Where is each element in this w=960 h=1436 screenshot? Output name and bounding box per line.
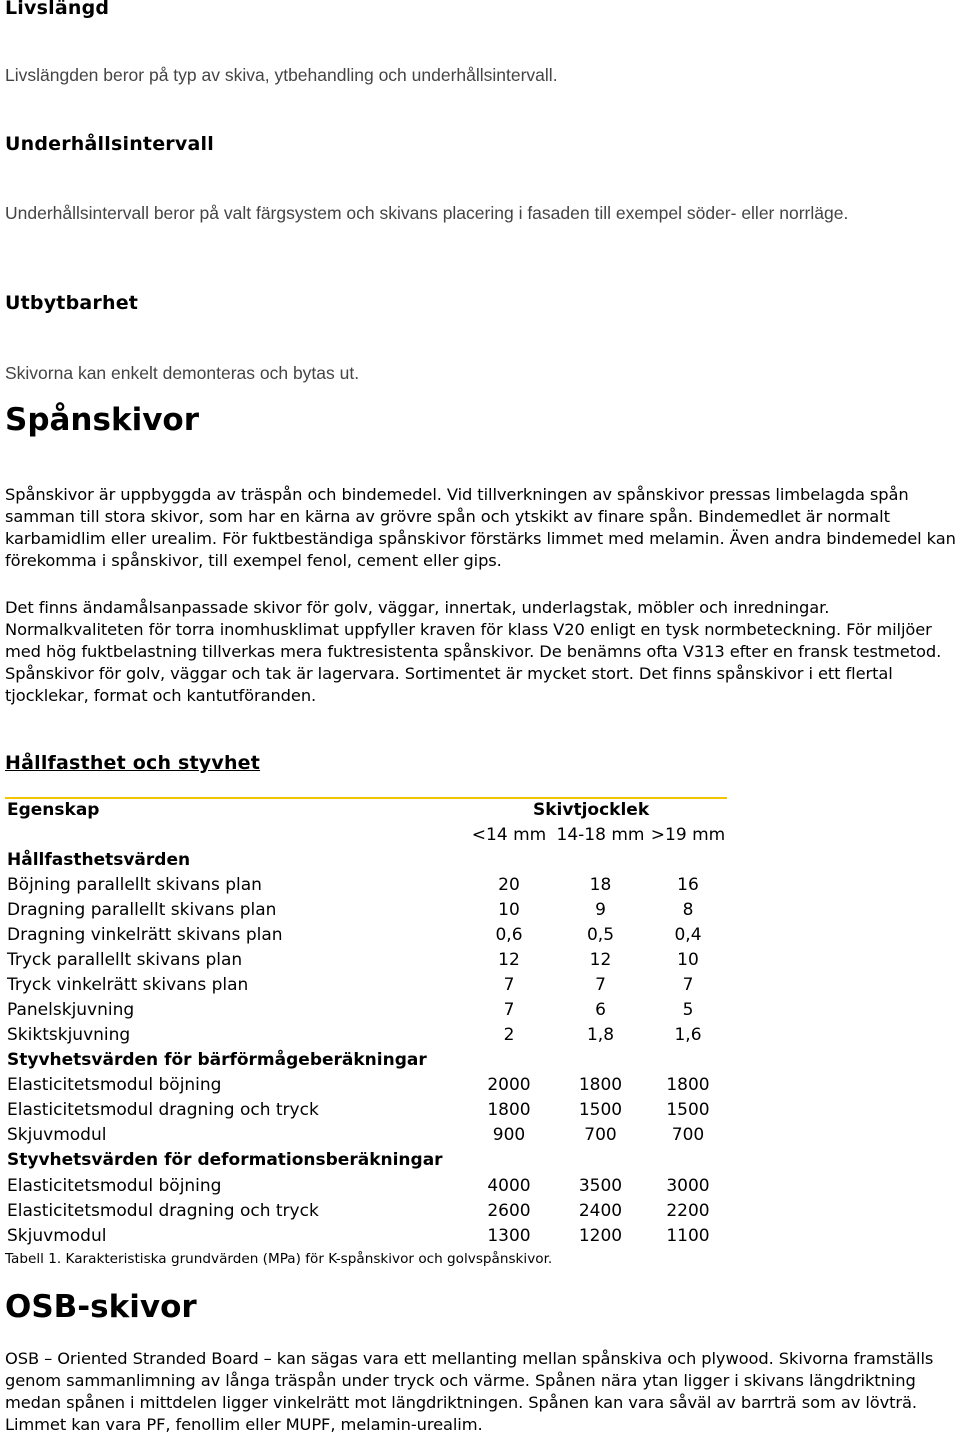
cell-value: 20 (498, 875, 520, 895)
col-header-thickness: Skivtjocklek (533, 800, 650, 820)
title-osb: OSB-skivor (5, 1289, 197, 1325)
cell-value: 900 (492, 1125, 526, 1145)
col-header-property: Egenskap (7, 800, 100, 820)
table-row (5, 1025, 730, 1050)
cell-value: 5 (682, 1000, 694, 1020)
heading-underhallsintervall: Underhållsintervall (5, 133, 214, 155)
cell-value: 2000 (487, 1075, 531, 1095)
cell-value: 16 (677, 875, 699, 895)
row-label: Dragning vinkelrätt skivans plan (7, 925, 283, 945)
cell-value: 12 (498, 950, 520, 970)
text-livslangd: Livslängden beror på typ av skiva, ytbehandling och underhållsintervall. (5, 65, 558, 85)
table-top-rule (5, 797, 727, 799)
section-label: Hållfasthetsvärden (7, 850, 191, 870)
heading-livslangd: Livslängd (5, 0, 110, 19)
table-row (5, 1075, 730, 1100)
cell-value: 1800 (487, 1100, 531, 1120)
cell-value: 3500 (578, 1176, 623, 1196)
paragraph-spanskivor-2: Det finns ändamålsanpassade skivor för golv, väggar, innertak, underlagstak, möbler och inredningar. Normalkvaliteten för torra inomhusklimat uppfyller kraven för klass V20 enligt en tysk normbeteckning. För miljöer med hög fuktbelastning tillverkas mera fuktresistenta spånskivor. De benämns ofta V313 efter en fransk testmetod. Spånskivor för golv, väggar och tak är lagervara. Sortimentet är mycket stort. Det finns spånskivor i ett flertal tjocklekar, format och kantutföranden. (5, 598, 942, 705)
table-row (5, 950, 730, 975)
table-section-row (5, 1150, 730, 1175)
cell-value: 6 (595, 1000, 606, 1020)
row-label: Tryck vinkelrätt skivans plan (7, 975, 249, 995)
cell-value: 0,4 (674, 925, 702, 945)
row-label: Skjuvmodul (7, 1226, 107, 1246)
cell-value: 700 (671, 1125, 705, 1145)
cell-value: 1100 (666, 1226, 710, 1246)
cell-value: 10 (677, 950, 699, 970)
table-header-row (5, 800, 730, 825)
cell-value: 4000 (487, 1176, 531, 1196)
cell-value: 1300 (487, 1226, 531, 1246)
paragraph-spanskivor-1: Spånskivor är uppbyggda av träspån och bindemedel. Vid tillverkningen av spånskivor pressas limbelagda spån samman till stora skivor, som har en kärna av grövre spån och ytskikt av finare spån. Bindemedlet är normalt karbamidlim eller urealim. För fuktbeständiga spånskivor förstärks limmet med melamin. Även andra bindemedel kan förekomma i spånskivor, till exempel fenol, cement eller gips. (5, 485, 956, 570)
cell-value: 0,5 (586, 925, 615, 945)
cell-value: 1500 (578, 1100, 623, 1120)
cell-value: 2600 (487, 1201, 531, 1221)
row-label: Elasticitetsmodul dragning och tryck (7, 1201, 319, 1221)
text-underhallsintervall: Underhållsintervall beror på valt färgsystem och skivans placering i fasaden till exempel söder- eller norrläge. (5, 203, 849, 223)
col-header-14-18: 14-18 mm (556, 825, 645, 845)
cell-value: 2400 (578, 1201, 623, 1221)
cell-value: 7 (503, 1000, 515, 1020)
cell-value: 2 (503, 1025, 515, 1045)
row-label: Elasticitetsmodul böjning (7, 1075, 222, 1095)
table-row (5, 1000, 730, 1025)
table-caption: Tabell 1. Karakteristiska grundvärden (MPa) för K-spånskivor och golvspånskivor. (5, 1251, 553, 1267)
table-row (5, 1201, 730, 1226)
table-row (5, 1226, 730, 1251)
row-label: Tryck parallellt skivans plan (7, 950, 243, 970)
row-label: Böjning parallellt skivans plan (7, 875, 262, 895)
cell-value: 8 (682, 900, 694, 920)
text-utbytbarhet: Skivorna kan enkelt demonteras och bytas ut. (5, 363, 360, 383)
cell-value: 1800 (666, 1075, 710, 1095)
table-row (5, 900, 730, 925)
table-row (5, 875, 730, 900)
cell-value: 1800 (578, 1075, 623, 1095)
table-section-row (5, 850, 730, 875)
cell-value: 12 (589, 950, 612, 970)
table-row (5, 1176, 730, 1201)
cell-value: 9 (595, 900, 606, 920)
row-label: Dragning parallellt skivans plan (7, 900, 277, 920)
title-spanskivor: Spånskivor (5, 402, 199, 438)
heading-hallfasthet: Hållfasthet och styvhet (5, 752, 261, 774)
cell-value: 2200 (666, 1201, 710, 1221)
cell-value: 7 (503, 975, 515, 995)
paragraph-osb: OSB – Oriented Stranded Board – kan sägas vara ett mellanting mellan spånskiva och plywood. Skivorna framställs genom sammanlimning av långa träspån under tryck och värme. Spånen nära ytan ligger i skivans längdriktning medan spånen i mittdelen ligger vinkelrätt mot längdriktningen. Spånen kan vara såväl av barrträ som av lövträ. Limmet kan vara PF, fenollim eller MUPF, melamin-urealim. (5, 1349, 934, 1434)
section-label: Styvhetsvärden för deformationsberäkningar (7, 1150, 443, 1170)
row-label: Elasticitetsmodul böjning (7, 1176, 222, 1196)
cell-value: 7 (595, 975, 606, 995)
col-header-lt14: <14 mm (471, 825, 547, 845)
cell-value: 3000 (666, 1176, 710, 1196)
heading-utbytbarhet: Utbytbarhet (5, 292, 139, 314)
table-row (5, 1100, 730, 1125)
cell-value: 1,8 (586, 1025, 615, 1045)
cell-value: 7 (682, 975, 694, 995)
cell-value: 10 (498, 900, 520, 920)
table-row (5, 975, 730, 1000)
table-row (5, 1125, 730, 1150)
row-label: Skiktskjuvning (7, 1025, 131, 1045)
cell-value: 1500 (666, 1100, 710, 1120)
table-row (5, 925, 730, 950)
cell-value: 1200 (578, 1226, 623, 1246)
section-label: Styvhetsvärden för bärförmågeberäkningar (7, 1050, 427, 1070)
row-label: Elasticitetsmodul dragning och tryck (7, 1100, 319, 1120)
table-section-row (5, 1050, 730, 1075)
row-label: Skjuvmodul (7, 1125, 107, 1145)
row-label: Panelskjuvning (7, 1000, 135, 1020)
col-header-gt19: >19 mm (650, 825, 726, 845)
table-thickness-row (5, 825, 730, 850)
cell-value: 18 (589, 875, 612, 895)
cell-value: 1,6 (674, 1025, 702, 1045)
cell-value: 0,6 (495, 925, 523, 945)
cell-value: 700 (584, 1125, 617, 1145)
